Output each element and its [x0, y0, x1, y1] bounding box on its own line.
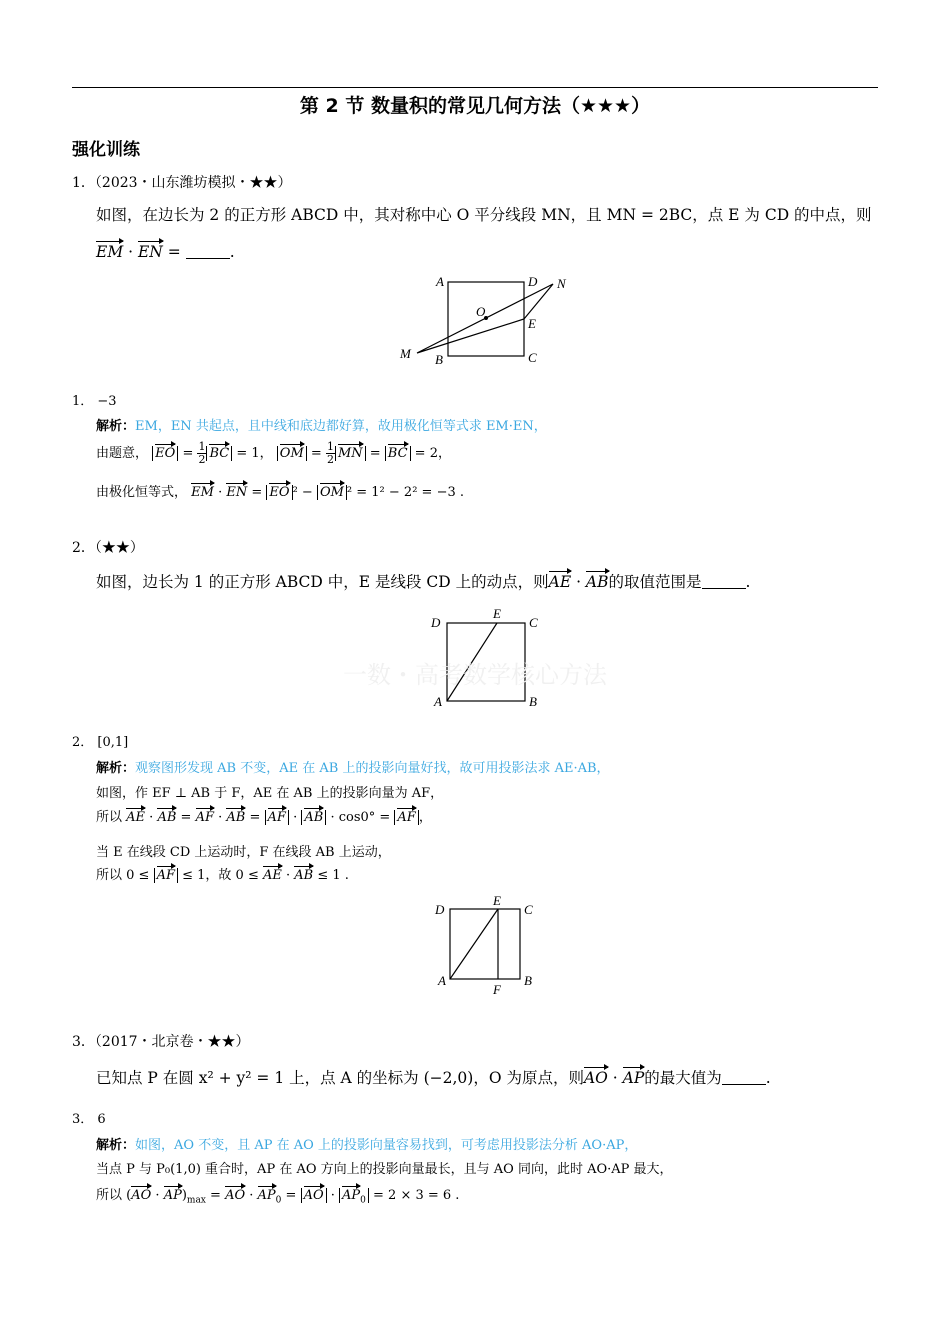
q1-label-c: C [528, 350, 537, 365]
q1-question-line1: 如图，在边长为 2 的正方形 ABCD 中，其对称中心 O 平分线段 MN，且 MN = 2BC，点 E 为 CD 的中点，则 [96, 206, 872, 224]
q1-question-line2: EM · EN = . [96, 240, 235, 261]
q2s-label-d: D [435, 902, 445, 917]
q3-answer: 3． 6 [72, 1112, 106, 1127]
q2-solution-line3: 所以 AE · AB = AF · AB = AF · AB · cos0° = AF ， [96, 806, 432, 825]
q1-label-a: A [436, 274, 444, 289]
q2-question-line1: 如图，边长为 1 的正方形 ABCD 中，E 是线段 CD 上的动点，则AE · AB的取值范围是 . [96, 570, 750, 592]
q1-label-m: M [400, 346, 411, 361]
q1-solution-line2: 由题意， EO = $\frac{1}{2}$ BC = 1， OM = $\frac{1}{2}$ MN = BC = 2， [96, 440, 451, 466]
q2s-label-c: C [524, 902, 533, 917]
q1-solution-line3: 由极化恒等式， EM · EN = EO ² − OM ² = 1² − 2² = −3 . [96, 481, 464, 500]
q2-label-a: A [434, 694, 442, 709]
q2-label-c: C [529, 615, 538, 630]
q3-solution-hint: 解析：如图，AO 不变，且 AP 在 AO 上的投影向量容易找到，可考虑用投影法分析 AO·AP， [96, 1138, 638, 1153]
q2-answer: 2． [0,1] [72, 735, 129, 750]
q2s-label-b: B [524, 973, 532, 988]
q2-solution-figure [430, 893, 545, 1001]
q1-label-b: B [435, 352, 443, 367]
page-title: 第 2 节 数量积的常见几何方法（★★★） [299, 95, 651, 117]
q2s-label-f: F [493, 982, 501, 997]
q2s-square [450, 909, 520, 979]
answer-blank[interactable] [702, 573, 746, 590]
section-heading: 强化训练 [72, 140, 140, 160]
header-rule [72, 87, 878, 88]
q2s-label-e: E [493, 893, 501, 908]
answer-blank[interactable] [722, 1069, 766, 1086]
watermark: 一数・高考数学核心方法 [343, 661, 607, 689]
q3-solution-line2: 当点 P 与 P₀(1,0) 重合时，AP 在 AO 方向上的投影向量最长，且与 AO 同向，此时 AO·AP 最大， [96, 1162, 673, 1177]
q2-label-d: D [431, 615, 441, 630]
q1-label-o: O [476, 304, 486, 319]
q2-label-e: E [493, 606, 501, 621]
q1-label-d: D [528, 274, 538, 289]
q1-figure [395, 270, 585, 370]
q1-label-e: E [528, 316, 536, 331]
q2-solution-line5: 所以 0 ≤ AF ≤ 1，故 0 ≤ AE · AB ≤ 1 . [96, 864, 349, 883]
q3-heading: 3．（2017・北京卷・★★） [72, 1034, 250, 1050]
q2-solution-line2: 如图，作 EF ⊥ AB 于 F，AE 在 AB 上的投影向量为 AF， [96, 786, 444, 801]
q2-solution-hint: 解析：观察图形发现 AB 不变，AE 在 AB 上的投影向量好找，故可用投影法求 AE·AB， [96, 761, 610, 776]
q3-solution-line3: 所以 $(AO \cdot AP)_{max}$ = AO · $AP_0$ = AO · $AP_0 = 2 \times 3 = 6$ . [96, 1184, 459, 1206]
answer-blank[interactable] [186, 243, 230, 260]
q2s-label-a: A [438, 973, 446, 988]
q2-solution-line4: 当 E 在线段 CD 上运动时，F 在线段 AB 上运动， [96, 845, 391, 860]
q1-label-n: N [557, 276, 566, 291]
q3-question-line1: 已知点 P 在圆 x² + y² = 1 上，点 A 的坐标为 (−2,0)，O 为原点，则AO · AP的最大值为 . [96, 1066, 771, 1088]
q2s-segment-ae [450, 909, 498, 979]
q1-heading: 1．（2023・山东潍坊模拟・★★） [72, 175, 292, 191]
q1-answer: 1． −3 [72, 394, 117, 409]
q2-heading: 2．（★★） [72, 540, 144, 556]
q2-label-b: B [529, 694, 537, 709]
q1-solution-hint: 解析：EM，EN 共起点，且中线和底边都好算，故用极化恒等式求 EM·EN， [96, 419, 547, 434]
